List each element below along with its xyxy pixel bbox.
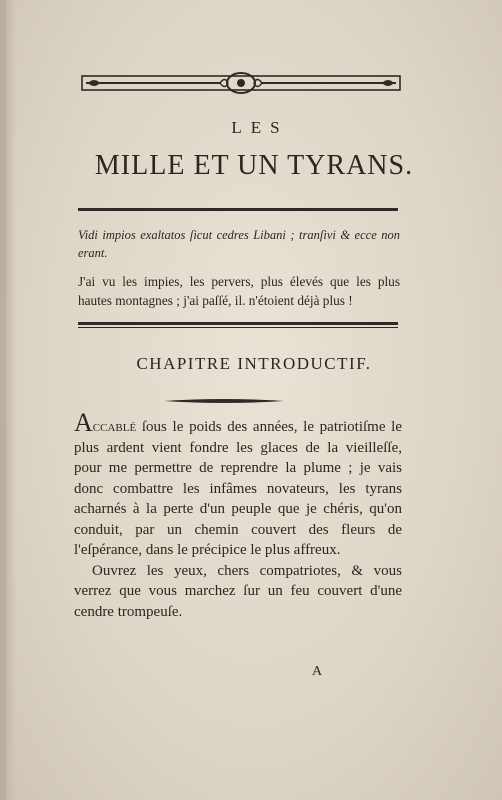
signature-mark: A bbox=[312, 664, 323, 679]
ornamental-dash bbox=[164, 398, 284, 404]
ornamental-header-band bbox=[80, 70, 402, 96]
drop-cap: A bbox=[74, 408, 93, 437]
title-les: LES bbox=[231, 118, 289, 137]
rule-bottom bbox=[78, 322, 398, 325]
paragraph-1 bbox=[74, 408, 402, 561]
chapter-heading: CHAPITRE INTRODUCTIF. bbox=[136, 354, 372, 373]
book-page bbox=[6, 0, 502, 800]
rule-top bbox=[78, 208, 398, 211]
epigraph-latin: Vidi impios exaltatos ſicut cedres Libani ; tranſivi & ecce non erant. bbox=[78, 228, 400, 260]
chapter-body bbox=[74, 408, 402, 622]
epigraph-french: J'ai vu les impies, les pervers, plus élevés que les plus hautes montagnes ; j'ai paſſé, il. n'étoient déjà plus ! bbox=[78, 274, 400, 308]
small-caps-word: ccablé bbox=[92, 419, 137, 435]
rule-bottom-thin bbox=[78, 327, 398, 328]
main-title: MILLE ET UN TYRANS. bbox=[94, 150, 414, 181]
paragraph-1-text: ſous le poids des années, le patriotiſme le plus ardent vient fondre les glaces de la vieilleſſe, pour me permettre de reprendre la plume ; je vais donc combattre les infâmes novateurs, les tyrans acharnés à la perte d'un peuple que je chéris, qu'on conduit, par un chemin couvert des fleurs de l'eſpérance, dans le précipice le plus affreux. bbox=[74, 419, 402, 558]
paragraph-2: Ouvrez les yeux, chers compatriotes, & vous verrez que vous marchez ſur un feu couvert d'une cendre trompeuſe. bbox=[74, 562, 402, 620]
